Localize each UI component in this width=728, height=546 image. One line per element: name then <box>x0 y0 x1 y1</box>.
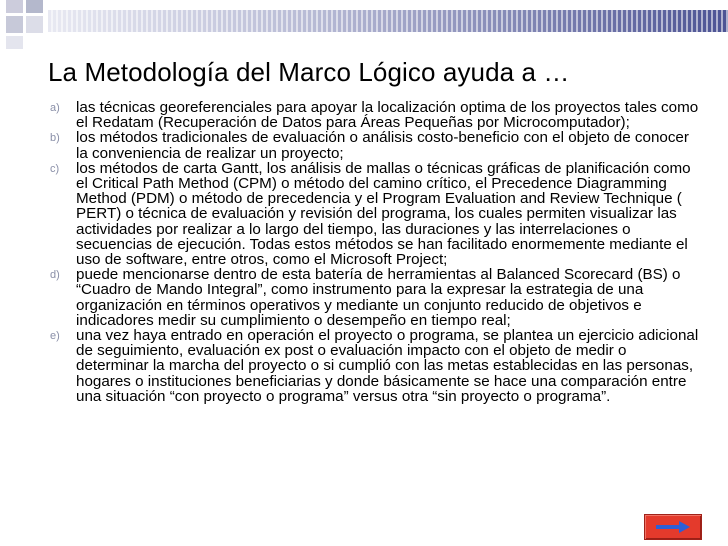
list-marker: d) <box>50 269 60 282</box>
list-item-text: puede mencionarse dentro de esta batería de herramientas al Balanced Scorecard (BS) o “Cuadro de Mando Integral”, como instrumento para la expresar la estrategia de una organización en términos operativos y mediante un conjunto reducido de objetivos e indicadores medir su cumplimiento o desempeño en tiempo real; <box>76 266 681 329</box>
list-item <box>50 328 700 404</box>
list-marker: e) <box>50 330 60 343</box>
list-item-text: una vez haya entrado en operación el proyecto o programa, se plantea un ejercicio adicional de seguimiento, evaluación ex post o evaluación impacto con el objeto de medir o determinar la marcha del proyecto o si cumplió con las metas establecidas en las personas, hogares o instituciones beneficiarias y donde básicamente se hace una comparación entre una situación “con proyecto o programa” versus otra “sin proyecto o programa”. <box>76 327 699 405</box>
decor-square <box>26 16 43 33</box>
next-slide-button[interactable] <box>644 514 702 540</box>
decor-square <box>6 36 23 49</box>
list-marker: b) <box>50 132 60 145</box>
list-marker: c) <box>50 162 60 175</box>
list-item-text: las técnicas georeferenciales para apoyar la localización optima de los proyectos tales como el Redatam (Recuperación de Datos para Áreas Pequeñas por Microcomputador); <box>76 99 699 132</box>
slide-title: La Metodología del Marco Lógico ayuda a … <box>48 57 570 87</box>
decor-square <box>6 0 23 13</box>
list-item <box>50 161 700 267</box>
list-item <box>50 100 700 130</box>
list-item <box>50 130 700 160</box>
header-stripe <box>48 10 728 32</box>
list-item <box>50 267 700 328</box>
decor-square <box>6 16 23 33</box>
list-marker: a) <box>50 102 60 114</box>
arrow-right-icon <box>655 520 691 534</box>
decor-square <box>26 0 43 13</box>
bullet-list <box>50 100 700 404</box>
list-item-text: los métodos de carta Gantt, los análisis de mallas o técnicas gráficas de planificación como el Critical Path Method (CPM) o método del camino crítico, el Precedence Diagramming Method (PDM) o método de precedencia y el Program Evaluation and Review Technique ( PERT) o técnica de evaluación y revisión del programa, los cuales permiten visualizar las actividades por realizar a lo largo del tiempo, las duraciones y las interrelaciones o secuencias de ejecución. Todas estos métodos se han facilitado enormemente mediante el uso de software, entre otros, como el Microsoft Project; <box>76 159 691 269</box>
list-item-text: los métodos tradicionales de evaluación o análisis costo-beneficio con el objeto de conocer la conveniencia de realizar un proyecto; <box>76 129 689 162</box>
